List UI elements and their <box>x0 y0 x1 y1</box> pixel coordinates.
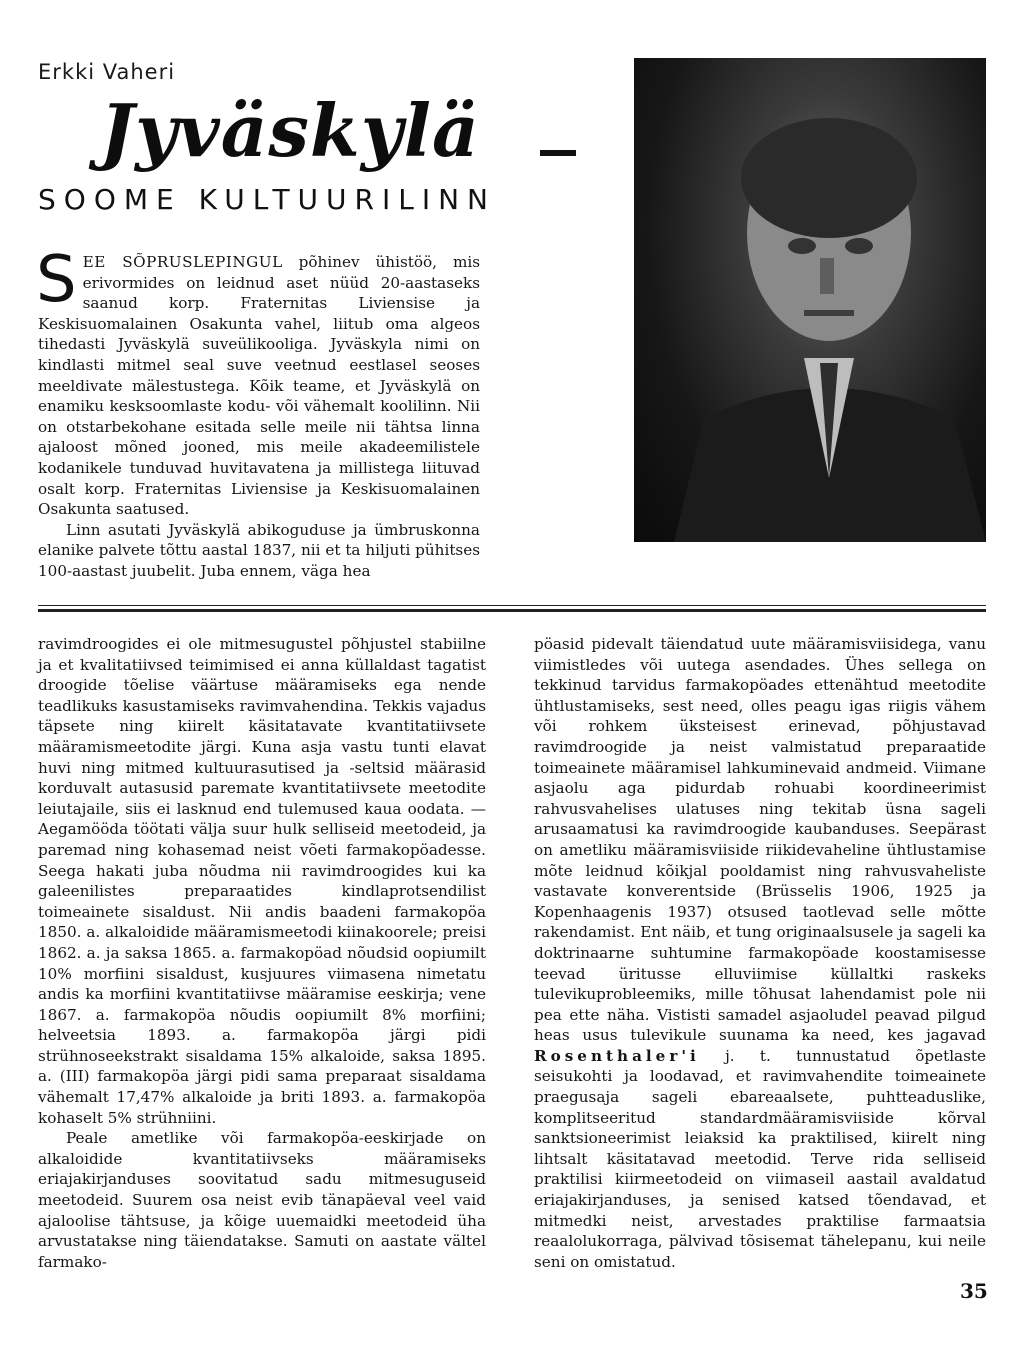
title-dash <box>540 150 576 156</box>
right-text-a: pöasid pidevalt täiendatud uute määramisviisidega, vanu viimistledes või uutega asendades. Ühes sellega on tekkinud tarvidus farmakopöades ettenähtud meetodite ühtlustamiseks, sest need, olles peagu igas riigis vähem või rohkem üksteisest erinevad, põhjustavad ravimdroogide ja neist valmistatud preparaatide toimeainete määramisel lahkuminevaid andmeid. Viimane asjaolu aga pidurdab rohuabi koordineerimist rahvusvahelises ulatuses ning tekitab üsna sageli arusaamatusi ka ravimdroogide kaubanduses. Seepärast on ametliku määramisviiside riikidevaheline ühtlustamise mõte leidnud kõikjal pooldamist ning rahvusvaheliste vastavate konverentside (Brüsselis 1906, 1925 ja Kopenhaagenis 1937) otsused taotlevad selle mõtte rakendamist. Ent näib, et tung originaalsusele ja sageli ka doktrinaarne suhtumine farmakopöade koostamisesse teevad üritusse elluviimise küllaltki raskeks tulevikuprobleemiks, mille tõhusat lahendamist pole nii pea ette näha. Vististi samadel asjaoludel peavad pilgud heas usus tulevikule suunama ka need, kes jagavad <box>534 635 986 1045</box>
intro-paragraph-1 <box>36 243 480 520</box>
intro-rest: põhinev ühistöö, mis erivormides on leidnud aset nüüd 20-aastaseks saanud korp. Fraternitas Liviensise ja Keskisuomalainen Osakunta vahel, liitub oma algeos tihedasti Jyväskylä suveülikooliga. Jyväskyla nimi on kindlasti mitmel seal suve veetnud eestlasel seoses meeldivate mälestustega. Kõik teame, et Jyväskylä on enamiku kesksoomlaste kodu- või vähemalt koolilinn. Nii on otstarbekohane esitada selle meile nii tähtsa linna ajaloost mõned jooned, mis meile akadeemilistele kodanikele tunduvad huvitavatena ja millistega liituvad osalt korp. Fraternitas Liviensise ja Keskisuomalainen Osakunta saatused. <box>38 253 480 519</box>
article-subtitle: SOOME KULTUURILINN <box>38 183 497 216</box>
intro-text <box>36 243 480 582</box>
portrait-photo <box>634 58 986 542</box>
left-column <box>38 634 486 1272</box>
intro-lead: EE SÕPRUSLEPINGUL <box>82 253 283 271</box>
dropcap-letter: S <box>36 243 77 317</box>
author-name: Erkki Vaheri <box>38 60 176 84</box>
spaced-name: Rosenthaler'i <box>534 1046 700 1065</box>
portrait-figure <box>634 58 986 542</box>
section-divider-top <box>38 605 986 606</box>
left-paragraph-1: ravimdroogides ei ole mitmesugustel põhjustel stabiilne ja et kvalitatiivsed teimimised ei anna küllaldast tagatist droogide tõelise väärtuse määramiseks ega nende teadlikuks kasustamiseks ravimvahendina. Tekkis vajadus täpsete ning kiirelt käsitatavate kvantitatiivsete määramismeetodite järgi. Kuna asja vastu tunti elavat huvi ning mitmed kultuurasutised ja -seltsid määrasid korduvalt autasusid paremate kvantitatiivsete meetodite leiutajaile, siis ei lasknud end tulemused kaua oodata. — Aegamööda töötati välja suur hulk selliseid meetodeid, ja paremad ning kohasemad neist võeti farmakopöadesse. Seega hakati juba nõudma nii ravimdroogides kui ka galeenilistes preparaatides kindlaprotsendilist toimeainete sisaldust. Nii andis baadeni farmakopöa 1850. a. alkaloidide määramismeetodi kiinakoorele; preisi 1862. a. ja saksa 1865. a. farmakopöad nõudsid oopiumilt 10% morfiini sisaldust, kusjuures viimasena nimetatu andis ka morfiini kvantitatiivse määramise eeskirja; vene 1867. a. farmakopöa nõudis oopiumilt 8% morfiini; helveetsia 1893. a. farmakopöa järgi pidi strühnoseekstrakt sisaldama 15% alkaloide, saksa 1895. a. (III) farmakopöa järgi pidi sama preparaat sisaldama vähemalt 17,47% alkaloide ja briti 1893. a. farmakopöa kohaselt 5% strühniini. <box>38 635 486 1127</box>
article-title: Jyväskylä <box>100 88 480 173</box>
right-paragraph-1 <box>534 634 986 1272</box>
section-divider-bottom <box>38 609 986 612</box>
page-number: 35 <box>960 1279 988 1303</box>
left-paragraph-2: Peale ametlike või farmakopöa-eeskirjade on alkaloidide kvantitatiivseks määramiseks eriajakirjanduses soovitatud sadu mitmesuguseid meetodeid. Suurem osa neist evib tänapäeval veel vaid ajaloolise tähtsuse, ja kõige uuemaidki meetodeid üha arvustatakse ning täiendatakse. Samuti on aastate vältel farmako- <box>38 1129 486 1271</box>
intro-paragraph-2: Linn asutati Jyväskylä abikoguduse ja ümbruskonna elanike palvete tõttu aastal 1837, nii et ta hiljuti pühitses 100-aastast juubelit. Juba ennem, väga hea <box>38 520 480 580</box>
right-text-b: j. t. tunnustatud õpetlaste seisukohti ja loodavad, et ravimvahendite toimeainete praegusaja sageli ebareaalsete, puhtteaduslike, komplitseeritud standardmääramisviiside kõrval sanktsioneerimist leiaksid ka praktilised, kiirelt ning lihtsalt käsitatavad meetodid. Terve rida selliseid praktilisi kiirmeetodeid on viimaseil aastail avaldatud eriajakirjanduses, ja senised katsed tõendavad, et mitmedki neist, arvestades praktilise farmaatsia reaalolukorraga, pälvivad tõsisemat tähelepanu, kui neile seni on omistatud. <box>534 1046 986 1271</box>
right-column <box>534 634 986 1272</box>
